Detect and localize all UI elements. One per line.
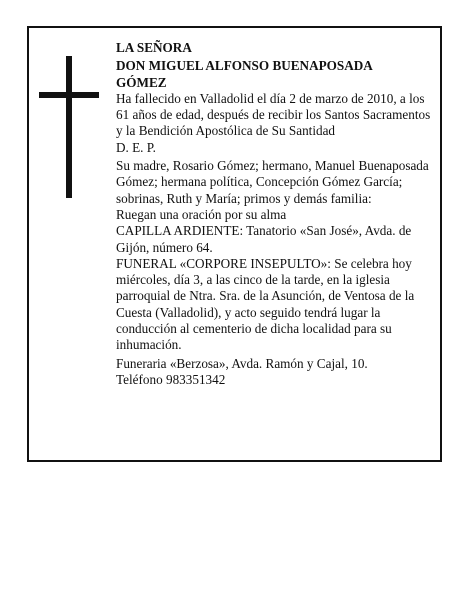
death-announcement: Ha fallecido en Valladolid el día 2 de marzo de 2010, a los 61 años de edad, después de recibir los Santos Sacramentos y la Bendición Apostólica de Su Santidad bbox=[116, 90, 431, 139]
funeral-home: Funeraria «Berzosa», Avda. Ramón y Cajal, 10. bbox=[116, 355, 368, 371]
family-list: Su madre, Rosario Gómez; hermano, Manuel Buenaposada Gómez; hermana política, Concepción Gómez García; sobrinas, Ruth y María; primos y demás familia: bbox=[116, 158, 429, 206]
cross-horizontal-bar bbox=[39, 92, 99, 98]
cross-icon bbox=[39, 56, 99, 198]
deceased-name-line1: DON MIGUEL ALFONSO BUENAPOSADA bbox=[116, 58, 373, 74]
chapel-info: CAPILLA ARDIENTE: Tanatorio «San José», Avda. de Gijón, número 64. bbox=[116, 223, 412, 255]
funeral-info: FUNERAL «CORPORE INSEPULTO»: Se celebra hoy miércoles, día 3, a las cinco de la tarde, en la iglesia parroquial de Ntra. Sra. de la Asunción, de Ventosa de la Cuesta (Valladolid), y acto seguido tendrá lugar la conducción al cementerio de dicha localidad para su inhumación. bbox=[116, 255, 415, 353]
prayer-request: Ruegan una oración por su alma bbox=[116, 206, 287, 222]
cross-vertical-bar bbox=[66, 56, 72, 198]
notice-text bbox=[116, 40, 432, 388]
phone-number: Teléfono 983351342 bbox=[116, 371, 226, 387]
obituary-notice bbox=[27, 26, 442, 462]
deceased-name-line2: GÓMEZ bbox=[116, 74, 167, 90]
honorific: LA SEÑORA bbox=[116, 40, 192, 55]
rip-text: D. E. P. bbox=[116, 139, 156, 155]
